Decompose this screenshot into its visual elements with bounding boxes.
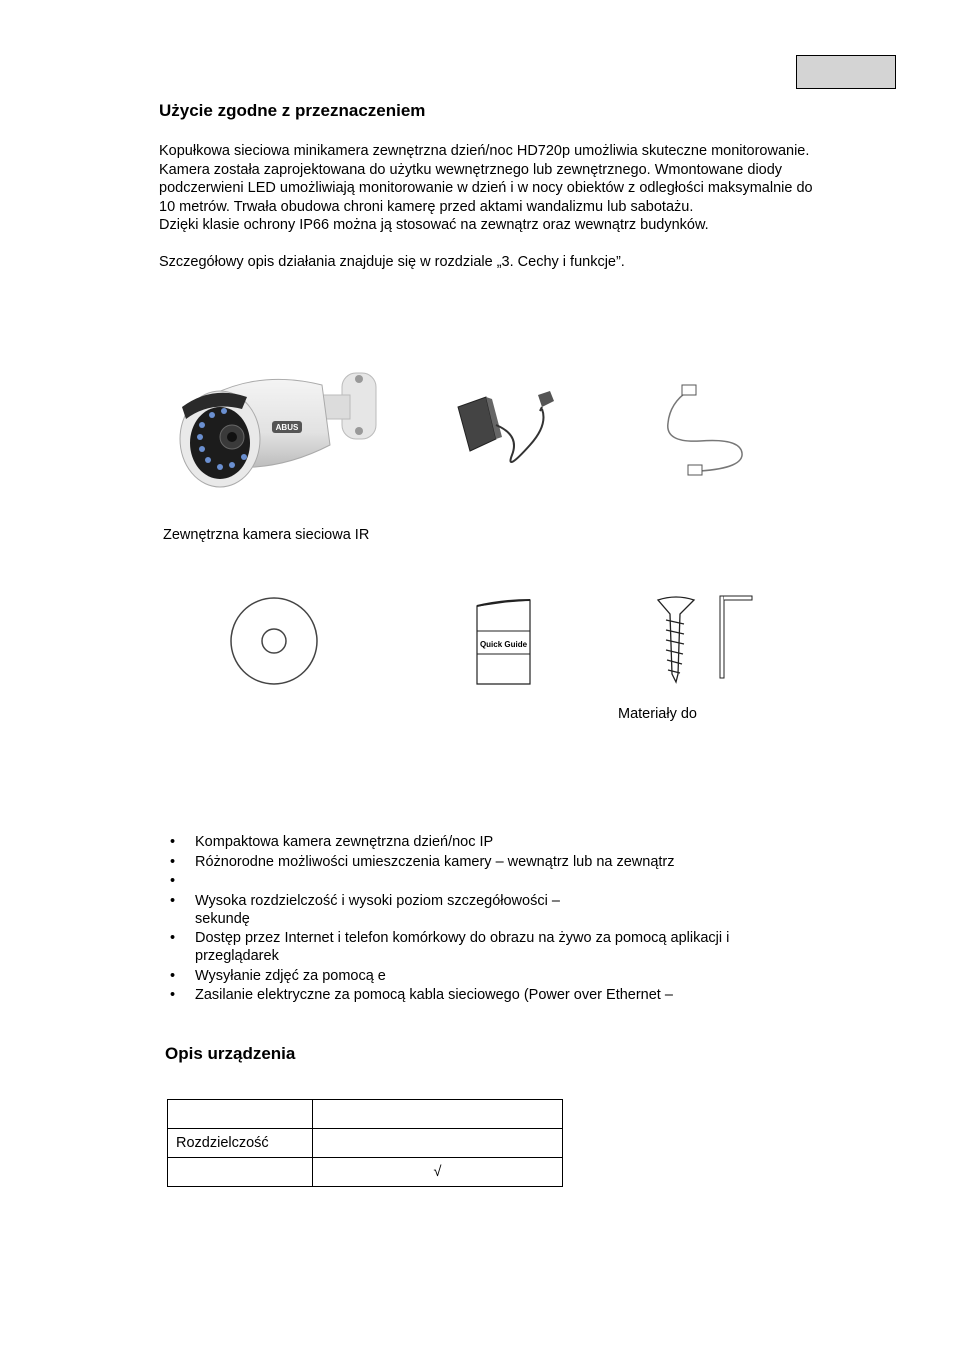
quick-guide-icon — [475, 598, 533, 688]
feature-text: Różnorodne możliwości umieszczenia kamery – wewnątrz lub na zewnątrz — [195, 853, 675, 870]
feature-item — [160, 853, 860, 871]
power-adapter-image — [450, 385, 560, 477]
feature-text: Kompaktowa kamera zewnętrzna dzień/noc IP — [195, 834, 494, 850]
paragraph-line: Kamera została zaprojektowana do użytku wewnętrznego lub zewnętrznego. Wmontowane diody — [159, 161, 783, 178]
mounting-materials-caption: Materiały do — [618, 706, 697, 722]
section-title-intended-use: Użycie zgodne z przeznaczeniem — [159, 101, 426, 120]
feature-item — [160, 892, 860, 928]
feature-item — [160, 986, 860, 1004]
paragraph-line: Kopułkowa sieciowa minikamera zewnętrzna dzień/noc HD720p umożliwia skuteczne monitorowanie. — [159, 143, 810, 159]
section-title-device-description: Opis urządzenia — [165, 1044, 296, 1063]
paragraph-line: 10 metrów. Trwała obudowa chroni kamerę przed aktami wandalizmu lub sabotażu. — [159, 198, 694, 215]
reference-line: Szczegółowy opis działania znajduje się w rozdziale „3. Cechy i funkcje”. — [159, 254, 625, 270]
table-row — [168, 1129, 563, 1158]
table-cell — [168, 1158, 313, 1187]
paragraph-line: Dzięki klasie ochrony IP66 można ją stosować na zewnątrz oraz wewnątrz budynków. — [159, 217, 709, 233]
feature-text: Dostęp przez Internet i telefon komórkowy do obrazu na żywo za pomocą aplikacji i przeglądarek — [195, 930, 730, 964]
table-row — [168, 1158, 563, 1187]
paragraph-line: podczerwieni LED umożliwiają monitorowanie w dzień i w nocy obiektów z odległości maksymalnie do — [159, 180, 813, 196]
table-row — [168, 1100, 563, 1129]
spec-table — [167, 1099, 563, 1187]
cd-icon — [228, 595, 320, 687]
network-cable-image — [660, 383, 750, 478]
feature-item — [160, 872, 860, 890]
feature-item — [160, 833, 860, 851]
table-cell: Rozdzielczość — [168, 1129, 313, 1158]
intended-use-paragraph — [159, 142, 899, 235]
camera-image — [172, 365, 382, 495]
camera-caption: Zewnętrzna kamera sieciowa IR — [163, 527, 370, 543]
features-list — [160, 833, 860, 1006]
feature-text: Zasilanie elektryczne za pomocą kabla sieciowego (Power over Ethernet – — [195, 987, 673, 1003]
table-cell — [313, 1129, 563, 1158]
feature-text: Wysoka rozdzielczość i wysoki poziom szczegółowości – sekundę — [195, 892, 560, 927]
feature-item — [160, 967, 860, 985]
quick-guide-label: Quick Guide — [479, 640, 528, 649]
screw-and-hex-key-icon — [648, 592, 758, 687]
table-cell: √ — [313, 1158, 563, 1187]
feature-item — [160, 929, 860, 965]
table-cell — [313, 1100, 563, 1129]
feature-text: Wysyłanie zdjęć za pomocą e — [195, 967, 386, 984]
page-number-box — [796, 55, 896, 89]
table-cell — [168, 1100, 313, 1129]
abus-logo-text: ABUS — [275, 423, 299, 432]
